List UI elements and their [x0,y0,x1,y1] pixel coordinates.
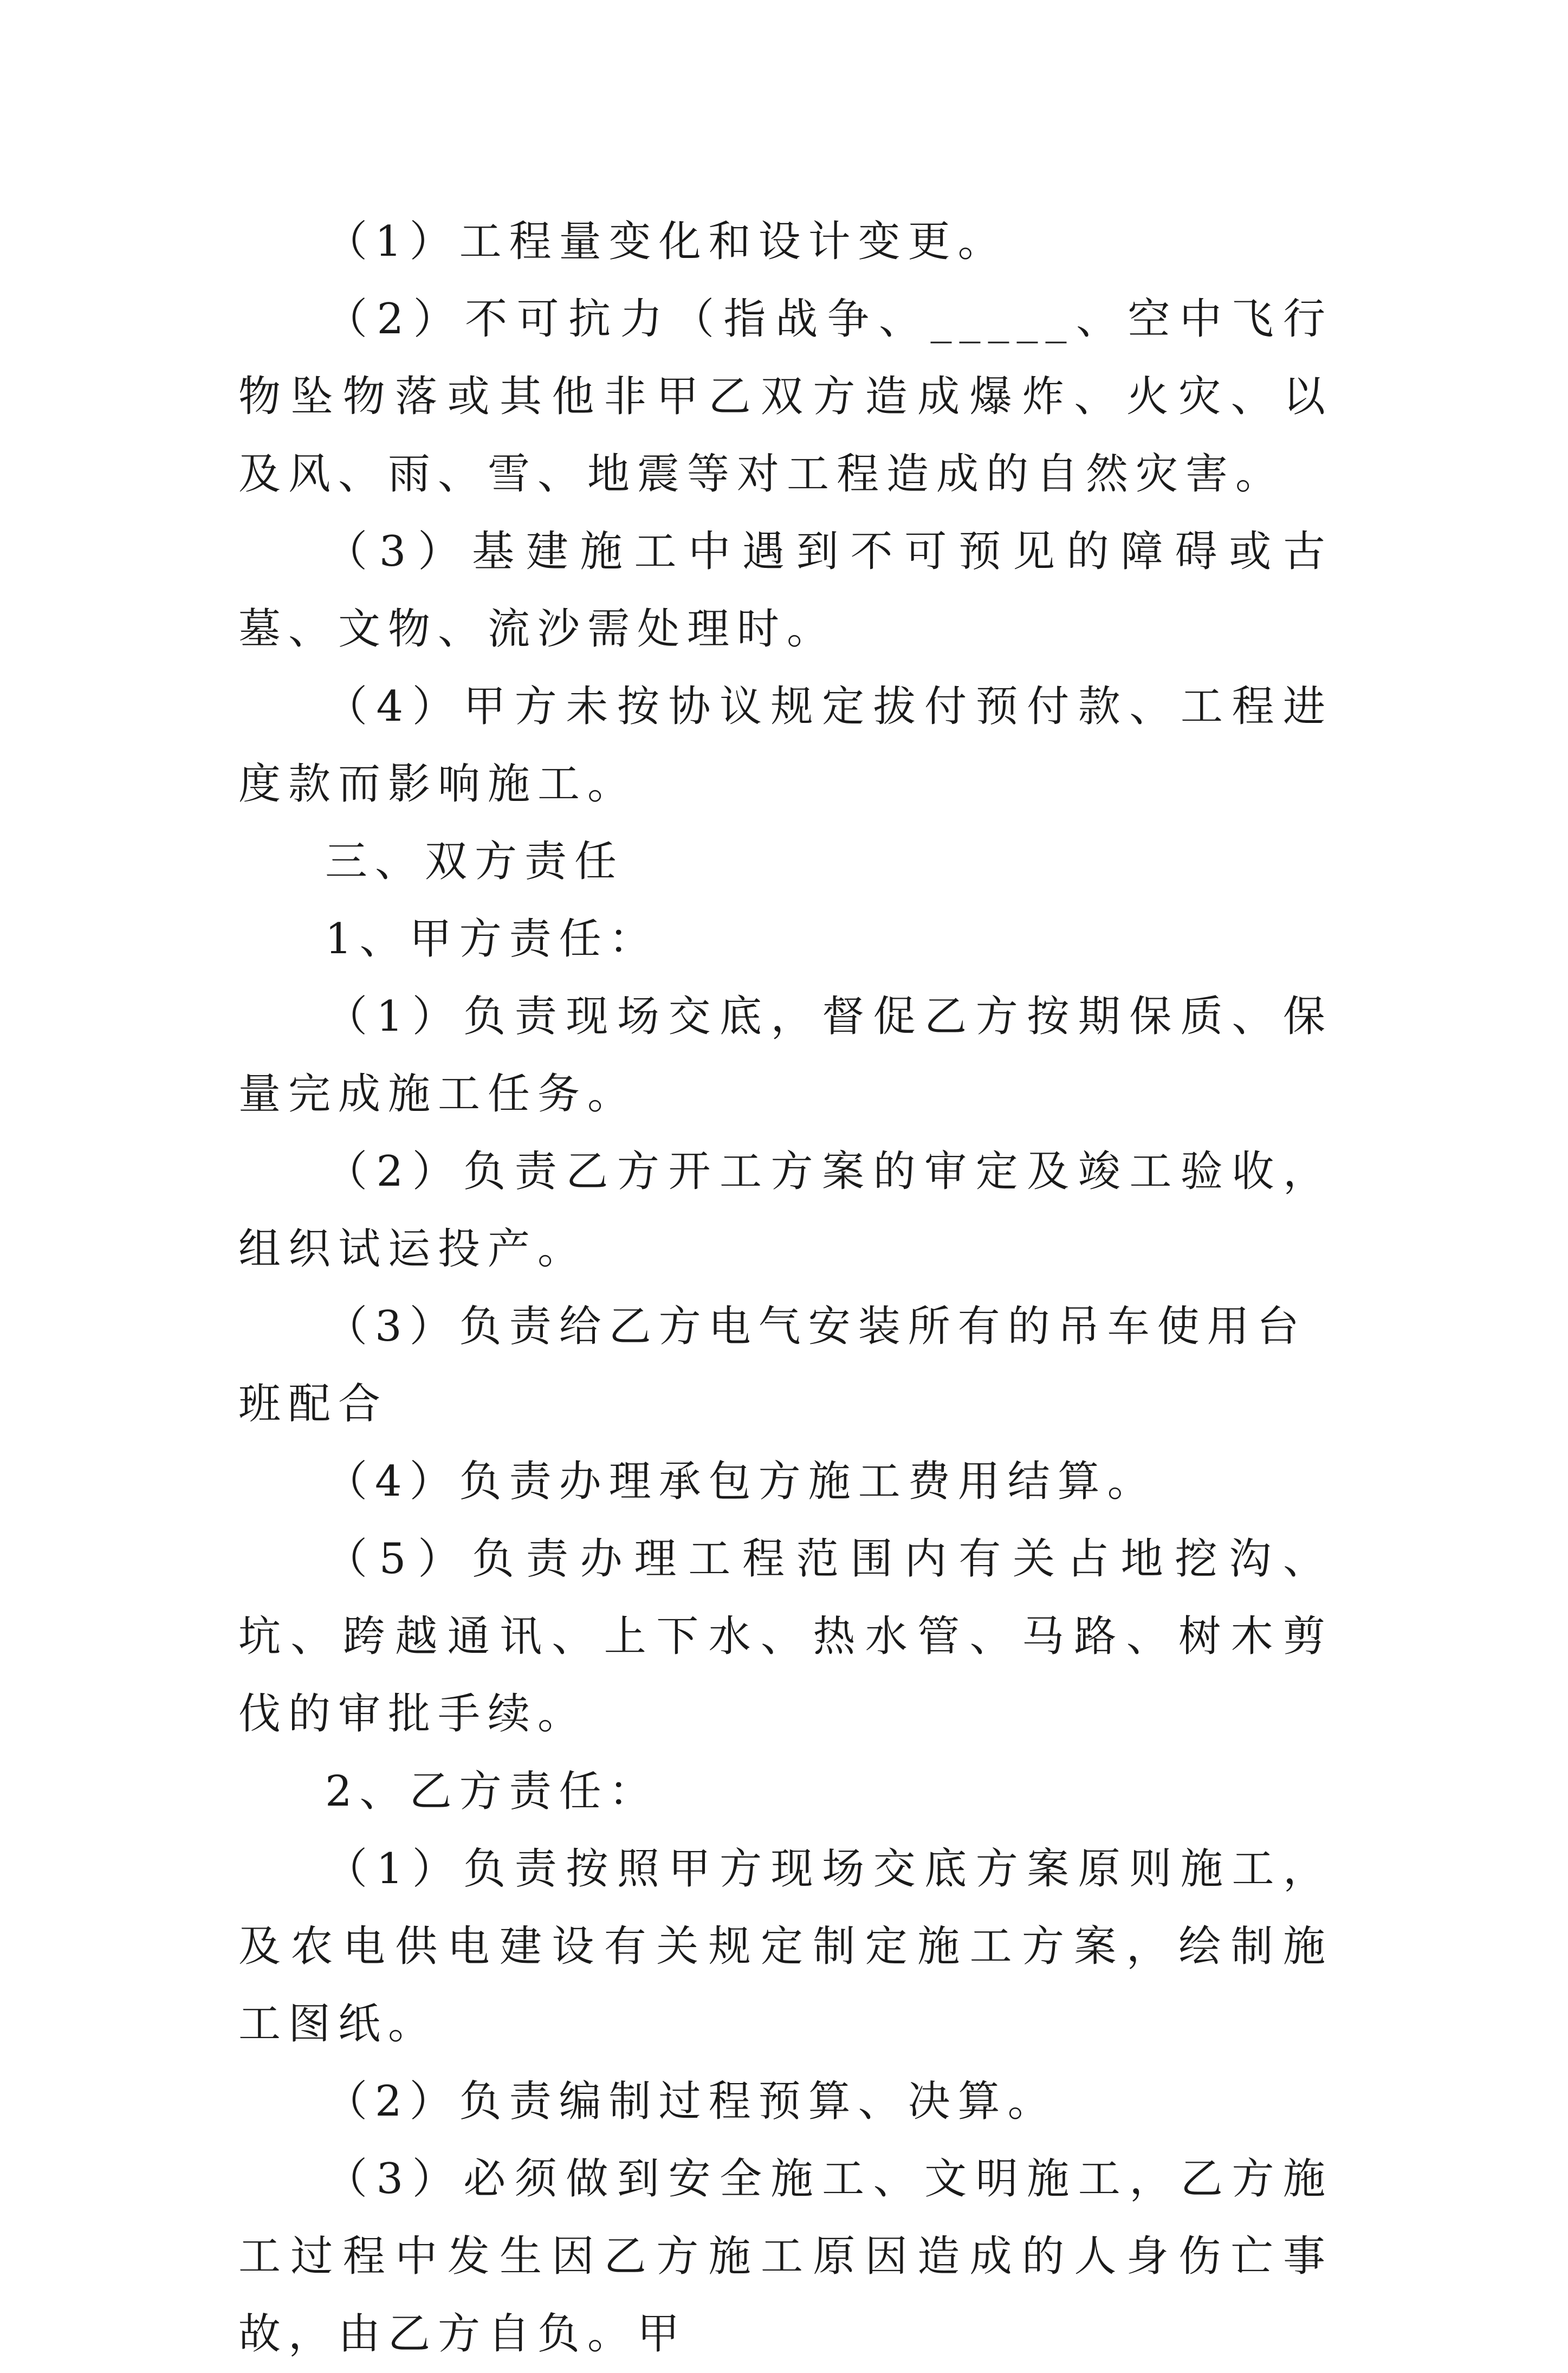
paragraph-14: （2）负责编制过程预算、决算。 [325,2077,1058,2126]
paragraph-11: （5）负责办理工程范围内有关占地挖沟、坑、跨越通讯、上下水、热水管、马路、树木剪伐的审批手续。 [238,1535,1333,1738]
document-body [238,203,1333,2373]
paragraph-8: （2）负责乙方开工方案的审定及竣工验收，组织试运投产。 [238,1147,1333,1273]
paragraph-4: （4）甲方未按协议规定拔付预付款、工程进度款而影响施工。 [238,682,1333,809]
paragraph-15: （3）必须做到安全施工、文明施工，乙方施工过程中发生因乙方施工原因造成的人身伤亡事故，由乙方自负。甲 [238,2155,1333,2358]
paragraph-2: （2）不可抗力（指战争、_____、空中飞行物坠物落或其他非甲乙双方造成爆炸、火灾、以及风、雨、雪、地震等对工程造成的自然灾害。 [238,295,1333,499]
section-heading-mutual-responsibilities: 三、双方责任 [325,837,625,886]
subheading-party-b-responsibilities: 2、乙方责任： [325,1767,659,1816]
paragraph-1: （1）工程量变化和设计变更。 [325,217,1008,266]
paragraph-10: （4）负责办理承包方施工费用结算。 [325,1457,1157,1506]
paragraph-13: （1）负责按照甲方现场交底方案原则施工，及农电供电建设有关规定制定施工方案，绘制施工图纸。 [238,1845,1333,2048]
paragraph-7: （1）负责现场交底，督促乙方按期保质、保量完成施工任务。 [238,992,1333,1118]
subheading-party-a-responsibilities: 1、甲方责任： [325,915,659,964]
paragraph-3: （3）基建施工中遇到不可预见的障碍或古墓、文物、流沙需处理时。 [238,527,1333,654]
paragraph-9: （3）负责给乙方电气安装所有的吊车使用台班配合 [238,1302,1307,1428]
